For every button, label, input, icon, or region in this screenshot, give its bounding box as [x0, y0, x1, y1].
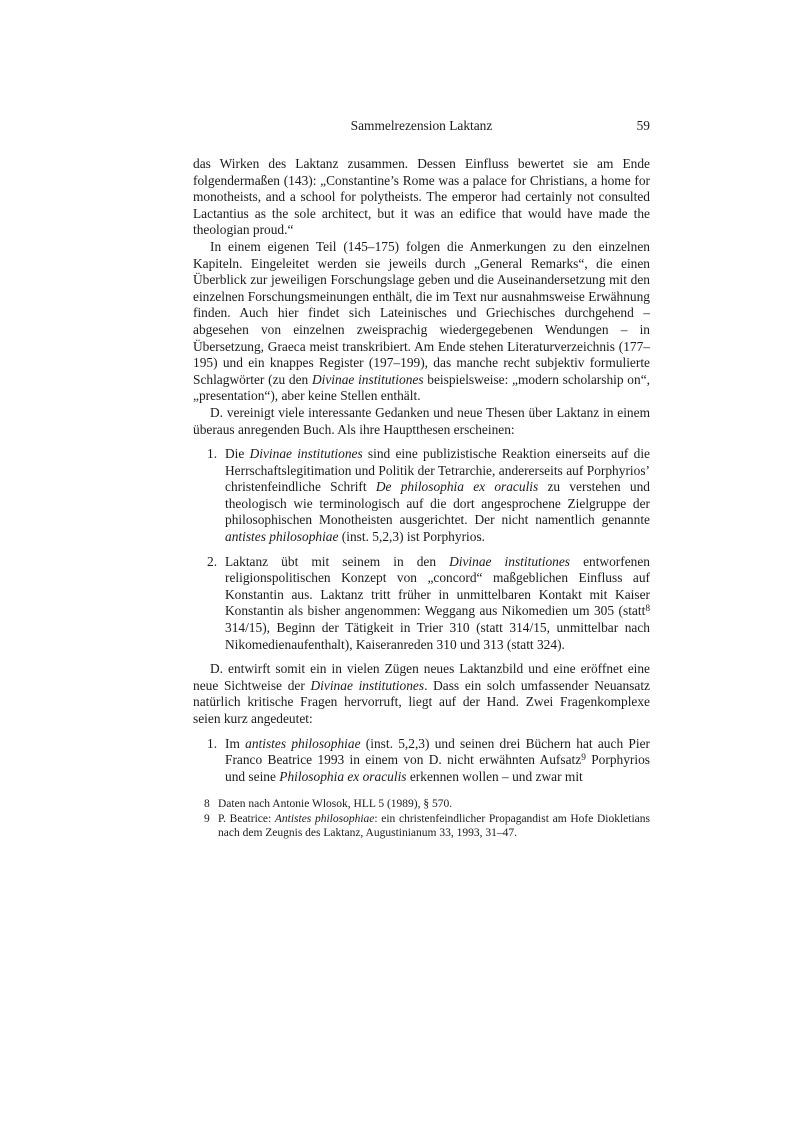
list-item-number: 2.	[207, 553, 218, 569]
text-block	[193, 118, 650, 841]
text-run: sind eine publizistische Reaktion einerseits auf die Herrschaftslegitimation und Politik der Tetrarchie, andererseits auf Porphyrios’ christenfeindliche Schrift	[225, 446, 650, 495]
text-run: : ein christenfeindlicher Propagandist am Hofe Diokletians nach dem Zeugnis des Laktanz, Augustinianum 33, 1993, 31–47.	[218, 812, 650, 840]
italic-text: antistes philosophiae	[245, 735, 361, 751]
running-header	[193, 118, 650, 134]
italic-text: Divinae institutiones	[449, 553, 571, 569]
text-run: (inst. 5,2,3) ist Porphyrios.	[338, 529, 486, 545]
text-run: Porphyrios und seine	[225, 752, 650, 784]
text-run: . Dass ein solch umfassender Neuansatz natürlich kritische Fragen hervorruft, liegt auf der Hand. Zwei Fragenkomplexe seien kurz angedeutet:	[193, 677, 651, 726]
text-run: zu verstehen und theologisch wie terminologisch auf die dort angesprochene Zielgruppe der philosophischen Monotheisten ausgerichtet. Der nicht namentlich genannte	[225, 479, 650, 528]
paragraph	[193, 661, 650, 727]
footnote-ref: 9	[581, 752, 586, 763]
text-run: P. Beatrice:	[218, 812, 275, 825]
text-run: In einem eigenen Teil (145–175) folgen die Anmerkungen zu den einzelnen Kapiteln. Eingeleitet werden sie jeweils durch „General Remarks“, die einen Überblick zur jeweiligen Forschungslage geben und die Auseinandersetzung mit den einzelnen Forschungsmeinungen enthält, die im Text nur ausnahmsweise Erwähnung finden. Auch hier findet sich Lateinisches und Griechisches durchgehend – abgesehen von einzelnen zweisprachig wiedergegebenen Wendungen – in Übersetzung, Graeca meist transkribiert. Am Ende stehen Literaturverzeichnis (177–195) und ein knappes Register (197–199), das manche recht subjektiv formulierte Schlagwörter (zu den	[193, 238, 650, 387]
list-item	[193, 446, 650, 546]
italic-text: Philosophia ex oraculis	[279, 768, 407, 784]
text-run: das Wirken des Laktanz zusammen. Dessen Einfluss bewertet sie am Ende folgendermaßen (143): „Constantine’s Rome was a palace for Christians, a home for monotheists, and a school for polytheists. The emperor had certainly not consulted Lactantius as the sole architect, but it was an edifice that would have made the theologian proud.“	[193, 156, 650, 238]
text-run: Laktanz übt mit seinem in den	[225, 553, 450, 569]
footnote	[193, 812, 650, 841]
list-item-number: 1.	[207, 446, 218, 462]
list-item-text	[225, 554, 650, 654]
footnote-text	[218, 797, 650, 812]
list-item-text	[225, 736, 650, 786]
footnote-number: 8	[204, 798, 210, 811]
page-number: 59	[636, 118, 650, 133]
text-run: Die	[225, 446, 250, 462]
numbered-list	[193, 736, 650, 786]
italic-text: De philosophia ex oraculis	[375, 479, 539, 495]
text-run: 314/15), Beginn der Tätigkeit in Trier 310 (statt 314/15, unmittelbar nach Nikomedienaufenthalt), Kaiseranreden 310 und 313 (statt 324).	[225, 620, 650, 652]
footnote-text	[218, 812, 650, 841]
text-run: entworfenen religionspolitischen Konzept von „concord“ maßgeblichen Einfluss auf Konstantin aus. Laktanz tritt früher in unmittelbaren Kontakt mit Kaiser Konstantin als bisher angenommen: Weggang aus Nikomedien um 305 (statt	[225, 553, 650, 619]
paragraph	[193, 239, 650, 405]
footnotes	[193, 797, 650, 841]
list-item-number: 1.	[207, 735, 218, 751]
list-item-text	[225, 446, 650, 546]
italic-text: Divinae institutiones	[311, 371, 424, 387]
italic-text: Divinae institutiones	[249, 446, 363, 462]
italic-text: Divinae institutiones	[310, 677, 425, 693]
running-title: Sammelrezension Laktanz	[350, 118, 493, 133]
list-item	[193, 736, 650, 786]
text-run: erkennen wollen – und zwar mit	[406, 768, 583, 784]
text-run: D. entwirft somit ein in vielen Zügen neues Laktanzbild und eine eröffnet eine neue Sichtweise der	[193, 661, 650, 693]
footnote-ref: 8	[645, 604, 650, 615]
italic-text: antistes philosophiae	[225, 529, 339, 545]
footnote	[193, 797, 650, 812]
italic-text: Antistes philosophiae	[274, 812, 375, 825]
list-item	[193, 554, 650, 654]
text-run: (inst. 5,2,3) und seinen drei Büchern hat auch Pier Franco Beatrice 1993 in einem von D. nicht erwähnten Aufsatz	[225, 735, 650, 768]
paragraph	[193, 405, 650, 438]
body-text	[193, 156, 650, 785]
text-run: beispielsweise: „modern scholarship on“, „presentation“), aber keine Stellen enthält.	[193, 371, 650, 404]
text-run: Im	[225, 735, 246, 751]
text-run: D. vereinigt viele interessante Gedanken und neue Thesen über Laktanz in einem überaus anregenden Buch. Als ihre Hauptthesen erscheinen:	[193, 404, 650, 437]
footnote-number: 9	[204, 812, 210, 825]
numbered-list	[193, 446, 650, 653]
text-run: Daten nach Antonie Wlosok, HLL 5 (1989), § 570.	[218, 798, 453, 811]
paragraph	[193, 156, 650, 239]
